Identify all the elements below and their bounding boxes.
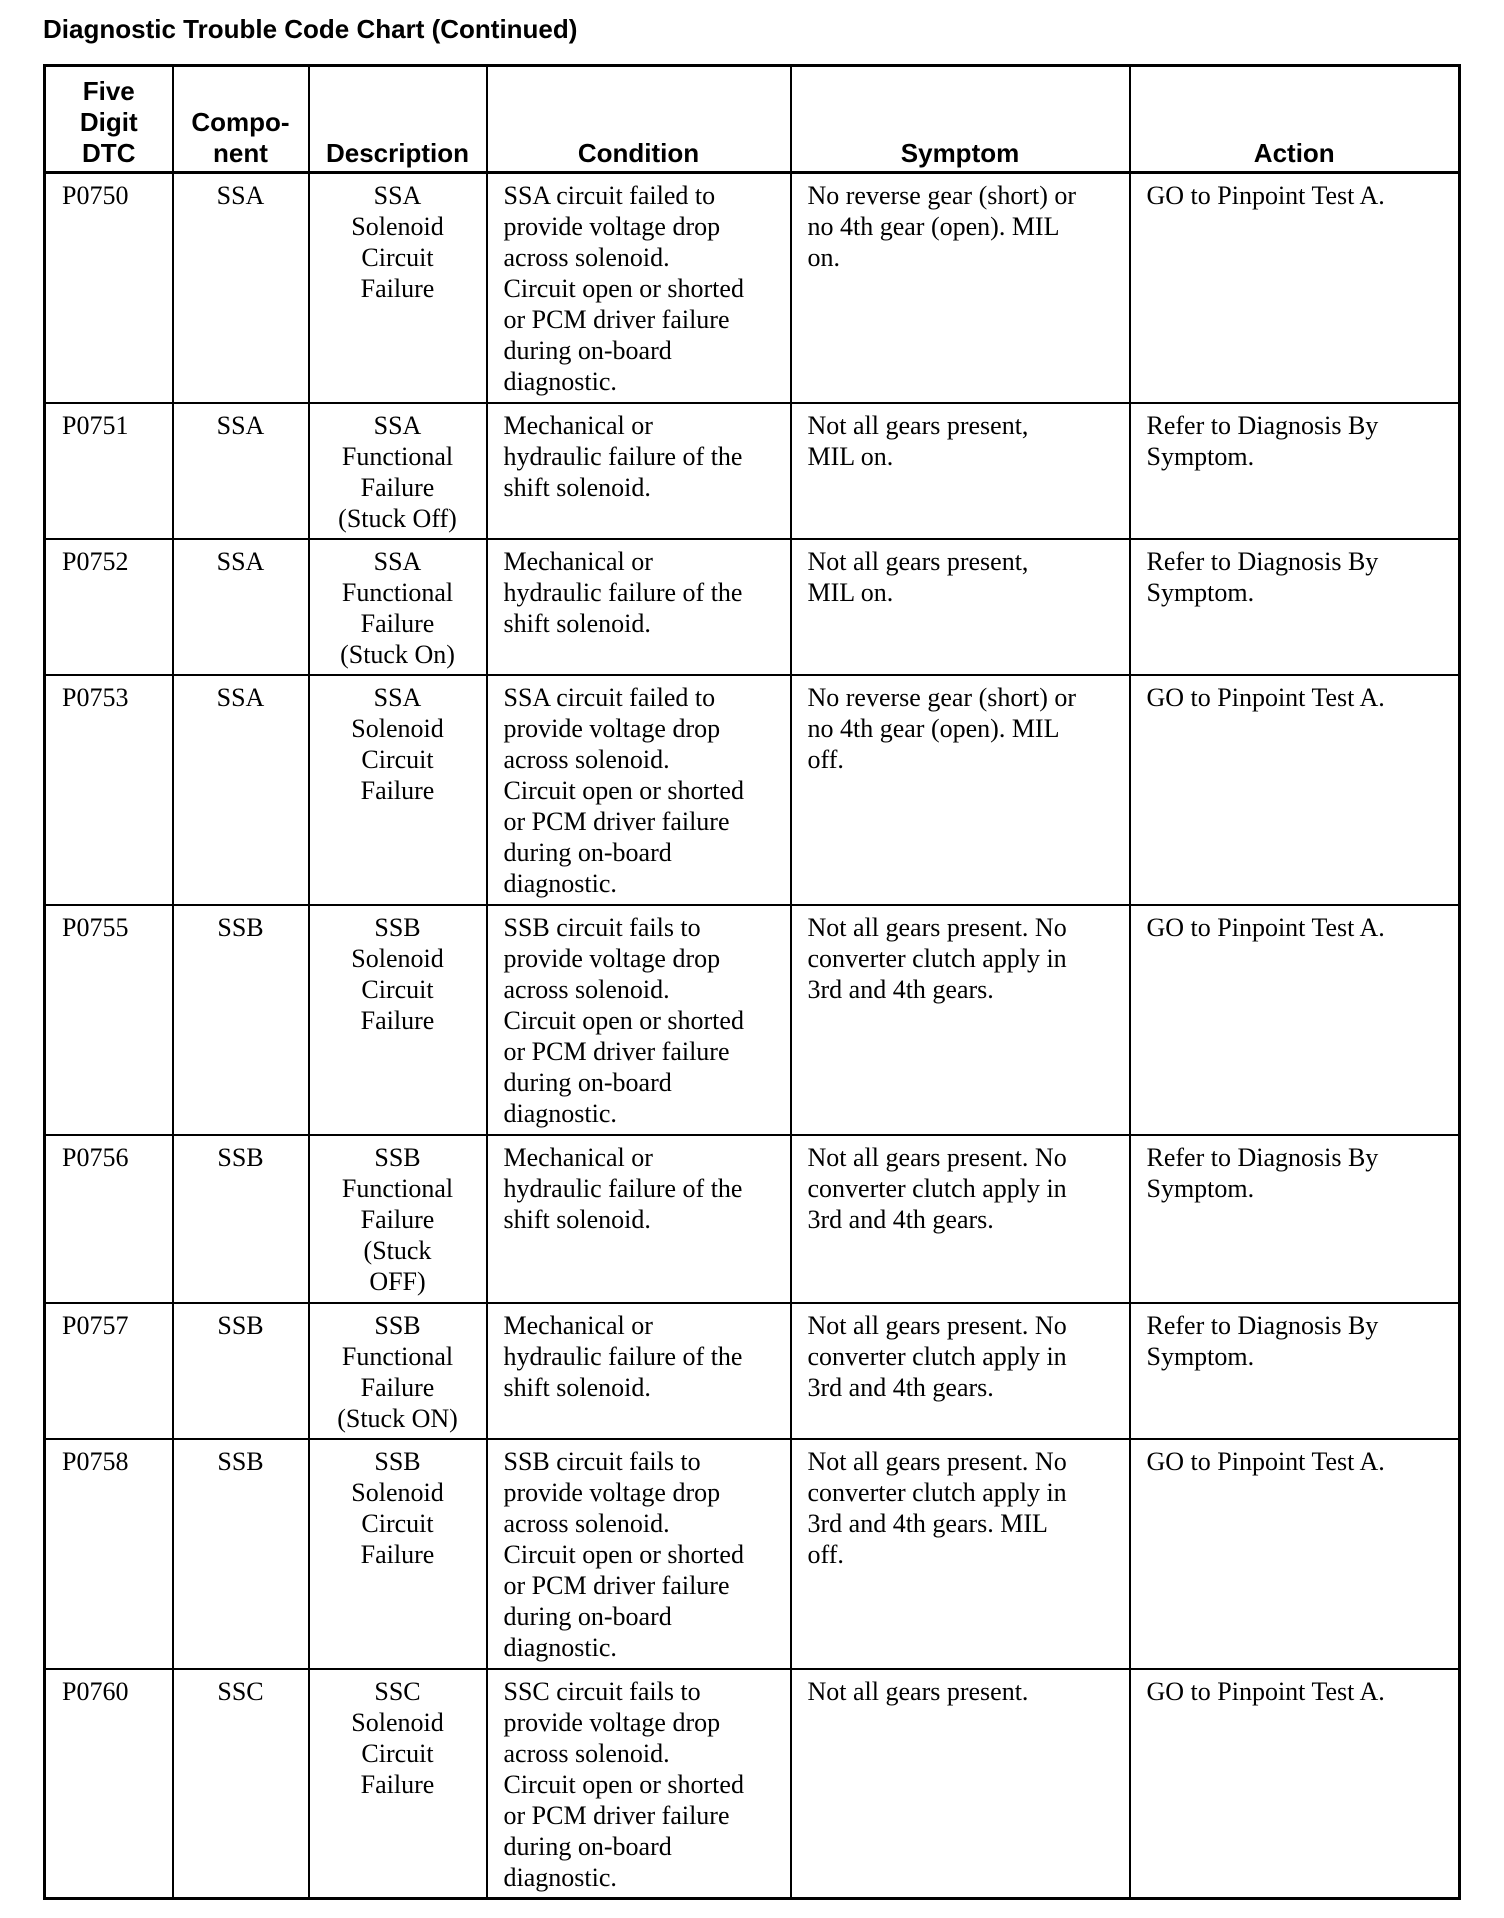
cell-symptom-line: 3rd and 4th gears. [807,974,994,1004]
header-dtc-line: DTC [82,138,136,168]
cell-dtc: P0760 [45,1669,173,1899]
cell-symptom [791,403,1130,539]
cell-symptom-line: MIL on. [807,577,894,607]
cell-component: SSA [173,539,309,675]
cell-condition-line: Circuit open or shorted [503,1539,744,1569]
cell-symptom-line: off. [807,1539,844,1569]
cell-symptom-line: Not all gears present, [807,410,1029,440]
cell-description-line: Failure [360,472,435,502]
cell-symptom-line: Not all gears present. [807,1676,1029,1706]
cell-condition-line: across solenoid. [503,1508,670,1538]
header-condition: Condition [487,66,791,173]
cell-symptom [791,905,1130,1135]
cell-symptom-line: No reverse gear (short) or [807,682,1077,712]
table-row [45,403,1460,539]
cell-condition [487,403,791,539]
cell-symptom-line: off. [807,744,844,774]
cell-symptom [791,539,1130,675]
cell-description-line: Functional [341,1173,454,1203]
cell-condition-line: shift solenoid. [503,1372,651,1402]
cell-description-line: Failure [360,608,435,638]
cell-symptom-line: converter clutch apply in [807,1341,1067,1371]
cell-description [309,403,487,539]
cell-description-line: Solenoid [351,1707,444,1737]
cell-condition-line: SSC circuit fails to [503,1676,701,1706]
cell-action-line: GO to Pinpoint Test A. [1146,682,1385,712]
cell-description [309,1669,487,1899]
cell-action [1130,1439,1460,1669]
table-body [45,173,1460,1899]
cell-component: SSB [173,905,309,1135]
cell-condition-line: during on-board [503,837,672,867]
dtc-chart-table [43,64,1461,1900]
cell-dtc: P0755 [45,905,173,1135]
cell-description-line: Failure [360,1372,435,1402]
cell-condition-line: shift solenoid. [503,608,651,638]
cell-condition-line: during on-board [503,336,672,365]
cell-symptom-line: Not all gears present. No [807,1310,1067,1340]
header-component [173,66,309,173]
table-row [45,1669,1460,1899]
cell-action [1130,1135,1460,1303]
cell-symptom-line: 3rd and 4th gears. [807,1204,994,1234]
cell-description-line: Circuit [361,1738,434,1768]
cell-component: SSA [173,173,309,403]
table-row [45,1303,1460,1439]
cell-condition-line: or PCM driver failure [503,1570,730,1600]
cell-action-line: Refer to Diagnosis By [1146,410,1379,440]
cell-symptom-line: converter clutch apply in [807,943,1067,973]
cell-description-line: Functional [341,441,454,471]
cell-dtc: P0753 [45,675,173,905]
cell-condition-line: Circuit open or shorted [503,775,744,805]
cell-dtc: P0750 [45,173,173,403]
cell-symptom-line: Not all gears present. No [807,912,1067,942]
cell-condition-line: Circuit open or shorted [503,1769,744,1799]
cell-description-line: SSB [374,912,421,942]
cell-action-line: Symptom. [1146,1173,1255,1203]
cell-condition-line: provide voltage drop [503,943,721,973]
cell-condition-line: provide voltage drop [503,212,721,241]
cell-condition-line: diagnostic. [503,868,617,898]
cell-action-line: Refer to Diagnosis By [1146,546,1379,576]
cell-action-line: GO to Pinpoint Test A. [1146,181,1385,210]
cell-condition-line: or PCM driver failure [503,1036,730,1066]
header-description: Description [309,66,487,173]
header-action: Action [1130,66,1460,173]
cell-description [309,1303,487,1439]
table-row [45,539,1460,675]
cell-condition [487,1669,791,1899]
cell-action-line: Symptom. [1146,577,1255,607]
page-title: Diagnostic Trouble Code Chart (Continued) [43,14,578,44]
cell-symptom-line: converter clutch apply in [807,1477,1067,1507]
cell-description-line: SSB [374,1446,421,1476]
cell-condition-line: during on-board [503,1831,672,1861]
cell-condition-line: SSB circuit fails to [503,912,701,942]
cell-condition-line: SSA circuit failed to [503,682,716,712]
cell-condition-line: Circuit open or shorted [503,274,744,303]
cell-action-line: GO to Pinpoint Test A. [1146,1446,1385,1476]
cell-condition-line: provide voltage drop [503,1477,721,1507]
cell-condition-line: hydraulic failure of the [503,441,743,471]
cell-description-line: Failure [360,1539,435,1569]
cell-condition-line: hydraulic failure of the [503,1341,743,1371]
cell-symptom-line: Not all gears present, [807,546,1029,576]
cell-action [1130,1303,1460,1439]
cell-description-line: SSA [373,181,422,210]
cell-condition-line: provide voltage drop [503,713,721,743]
cell-component: SSB [173,1135,309,1303]
cell-symptom-line: MIL on. [807,441,894,471]
table-row [45,905,1460,1135]
cell-symptom [791,173,1130,403]
cell-condition [487,539,791,675]
cell-component: SSB [173,1303,309,1439]
cell-symptom [791,1439,1130,1669]
cell-description-line: Solenoid [351,212,444,241]
cell-condition-line: diagnostic. [503,1098,617,1128]
cell-condition-line: across solenoid. [503,243,670,272]
cell-symptom-line: converter clutch apply in [807,1173,1067,1203]
cell-condition-line: diagnostic. [503,367,617,396]
cell-description-line: (Stuck On) [340,639,455,669]
header-dtc [45,66,173,173]
cell-symptom-line: 3rd and 4th gears. MIL [807,1508,1048,1538]
cell-description-line: Circuit [361,974,434,1004]
cell-condition-line: shift solenoid. [503,1204,651,1234]
cell-description [309,1135,487,1303]
cell-action-line: Symptom. [1146,441,1255,471]
cell-description [309,539,487,675]
cell-description-line: SSA [373,546,422,576]
cell-description-line: Failure [360,1005,435,1035]
cell-description [309,905,487,1135]
cell-condition [487,173,791,403]
cell-condition-line: during on-board [503,1601,672,1631]
cell-description-line: Failure [360,1204,435,1234]
cell-description-line: SSB [374,1310,421,1340]
cell-condition-line: Mechanical or [503,1142,653,1172]
cell-description-line: Circuit [361,243,434,272]
table-row [45,1439,1460,1669]
cell-condition-line: hydraulic failure of the [503,1173,743,1203]
cell-description-line: SSB [374,1142,421,1172]
cell-description-line: Functional [341,1341,454,1371]
cell-symptom [791,1135,1130,1303]
cell-action-line: Refer to Diagnosis By [1146,1310,1379,1340]
cell-condition-line: Mechanical or [503,1310,653,1340]
cell-condition-line: during on-board [503,1067,672,1097]
cell-symptom-line: 3rd and 4th gears. [807,1372,994,1402]
cell-action [1130,403,1460,539]
cell-symptom [791,1303,1130,1439]
cell-condition-line: shift solenoid. [503,472,651,502]
cell-condition-line: or PCM driver failure [503,1800,730,1830]
cell-condition-line: SSA circuit failed to [503,181,716,210]
cell-condition-line: provide voltage drop [503,1707,721,1737]
cell-description [309,675,487,905]
cell-action [1130,905,1460,1135]
cell-condition-line: across solenoid. [503,744,670,774]
cell-dtc: P0757 [45,1303,173,1439]
cell-component: SSA [173,675,309,905]
cell-condition-line: across solenoid. [503,974,670,1004]
cell-symptom-line: Not all gears present. No [807,1142,1067,1172]
table-row [45,1135,1460,1303]
cell-action [1130,173,1460,403]
cell-description-line: SSA [373,682,422,712]
cell-condition-line: across solenoid. [503,1738,670,1768]
cell-condition-line: Mechanical or [503,410,653,440]
cell-condition-line: Circuit open or shorted [503,1005,744,1035]
cell-description-line: (Stuck [363,1235,432,1265]
cell-condition [487,675,791,905]
header-row [45,66,1460,173]
table-row [45,173,1460,403]
cell-condition-line: or PCM driver failure [503,305,730,334]
cell-description-line: (Stuck Off) [338,503,457,533]
cell-condition [487,905,791,1135]
cell-description-line: SSC [374,1676,421,1706]
cell-symptom-line: no 4th gear (open). MIL [807,212,1060,241]
cell-component: SSA [173,403,309,539]
cell-action [1130,539,1460,675]
cell-description-line: Solenoid [351,713,444,743]
cell-description-line: SSA [373,410,422,440]
cell-description-line: OFF) [369,1266,426,1296]
cell-description-line: Failure [360,775,435,805]
cell-description [309,1439,487,1669]
cell-condition-line: SSB circuit fails to [503,1446,701,1476]
cell-dtc: P0752 [45,539,173,675]
cell-description-line: (Stuck ON) [337,1403,458,1433]
cell-description [309,173,487,403]
cell-description-line: Circuit [361,1508,434,1538]
header-symptom: Symptom [791,66,1130,173]
cell-action-line: Refer to Diagnosis By [1146,1142,1379,1172]
cell-condition [487,1303,791,1439]
cell-description-line: Failure [360,274,435,303]
cell-description-line: Functional [341,577,454,607]
cell-action-line: GO to Pinpoint Test A. [1146,1676,1385,1706]
cell-symptom-line: Not all gears present. No [807,1446,1067,1476]
header-dtc-line: Digit [79,107,138,137]
cell-condition-line: or PCM driver failure [503,806,730,836]
cell-description-line: Circuit [361,744,434,774]
cell-description-line: Failure [360,1769,435,1799]
cell-condition [487,1135,791,1303]
cell-component: SSC [173,1669,309,1899]
table-row [45,675,1460,905]
header-component-line: nent [213,138,268,168]
header-component-line: Compo- [191,107,290,137]
cell-symptom [791,675,1130,905]
cell-symptom-line: on. [807,243,840,272]
cell-component: SSB [173,1439,309,1669]
cell-symptom-line: No reverse gear (short) or [807,181,1077,210]
cell-dtc: P0758 [45,1439,173,1669]
cell-condition-line: hydraulic failure of the [503,577,743,607]
cell-action-line: Symptom. [1146,1341,1255,1371]
cell-dtc: P0756 [45,1135,173,1303]
cell-action-line: GO to Pinpoint Test A. [1146,912,1385,942]
cell-description-line: Solenoid [351,1477,444,1507]
cell-condition [487,1439,791,1669]
cell-description-line: Solenoid [351,943,444,973]
header-dtc-line: Five [82,76,135,106]
cell-condition-line: diagnostic. [503,1862,617,1892]
cell-symptom-line: no 4th gear (open). MIL [807,713,1060,743]
cell-symptom [791,1669,1130,1899]
cell-dtc: P0751 [45,403,173,539]
cell-condition-line: diagnostic. [503,1632,617,1662]
cell-condition-line: Mechanical or [503,546,653,576]
cell-action [1130,1669,1460,1899]
cell-action [1130,675,1460,905]
